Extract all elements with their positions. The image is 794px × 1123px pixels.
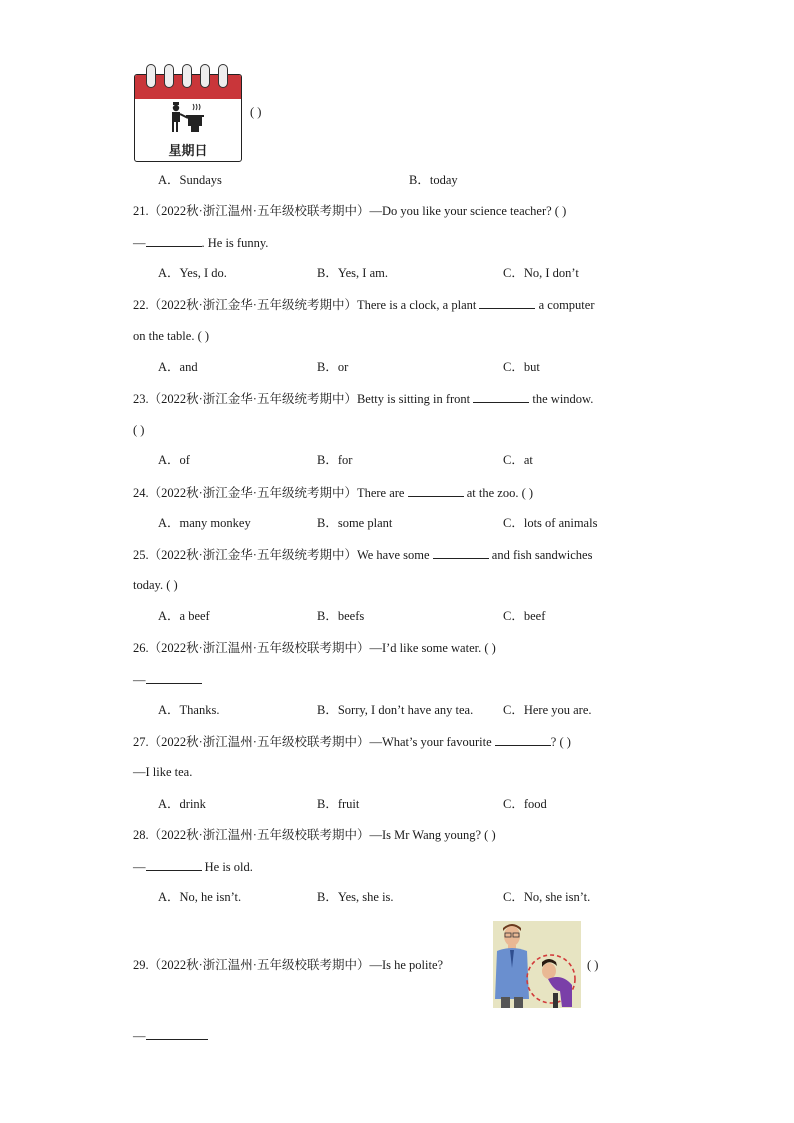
- q25-option-b[interactable]: B．beefs: [317, 609, 365, 623]
- calendar-ring: [182, 64, 192, 88]
- answer-blank[interactable]: [473, 390, 529, 403]
- q23-stem: 23.（2022秋·浙江金华·五年级统考期中）Betty is sitting in front the window.: [133, 392, 594, 406]
- q21-response: — . He is funny.: [133, 236, 269, 250]
- q29-response: —: [133, 1027, 208, 1044]
- calendar-ring: [164, 64, 174, 88]
- answer-blank[interactable]: [408, 484, 464, 497]
- q27-option-c[interactable]: C．food: [503, 797, 547, 811]
- q28-option-c[interactable]: C．No, she isn’t.: [503, 890, 591, 904]
- q28-response: — He is old.: [133, 860, 253, 874]
- q23-stem-line2: ( ): [133, 423, 145, 437]
- q27-stem-line2: —I like tea.: [133, 765, 193, 779]
- q22-option-a[interactable]: A．and: [158, 360, 198, 374]
- calendar-ring: [218, 64, 228, 88]
- q24-option-c[interactable]: C．lots of animals: [503, 516, 598, 530]
- q21-option-c[interactable]: C．No, I don’t: [503, 266, 579, 280]
- q22-option-b[interactable]: B．or: [317, 360, 349, 374]
- teacher-and-bowing-student-image: [493, 921, 581, 1008]
- q28-option-b[interactable]: B．Yes, she is.: [317, 890, 394, 904]
- answer-blank[interactable]: [146, 858, 202, 871]
- answer-blank[interactable]: [433, 546, 489, 559]
- q25-stem-line2: today. ( ): [133, 578, 178, 592]
- q28-stem: 28.（2022秋·浙江温州·五年级校联考期中）—Is Mr Wang young? ( ): [133, 828, 496, 842]
- q24-option-b[interactable]: B．some plant: [317, 516, 393, 530]
- q23-option-b[interactable]: B．for: [317, 453, 353, 467]
- q22-option-c[interactable]: C．but: [503, 360, 540, 374]
- q23-option-a[interactable]: A．of: [158, 453, 190, 467]
- answer-blank[interactable]: [479, 296, 535, 309]
- q26-option-a[interactable]: A．Thanks.: [158, 703, 220, 717]
- calendar-day-label: 星期日: [168, 144, 208, 159]
- q29-answer-paren[interactable]: ( ): [587, 958, 599, 972]
- q21-stem: 21.（2022秋·浙江温州·五年级校联考期中）—Do you like your science teacher? ( ): [133, 204, 567, 218]
- q22-stem-line2: on the table. ( ): [133, 329, 210, 343]
- calendar-ring: [146, 64, 156, 88]
- q26-option-b[interactable]: B．Sorry, I don’t have any tea.: [317, 703, 474, 717]
- q26-option-c[interactable]: C．Here you are.: [503, 703, 592, 717]
- answer-blank[interactable]: [146, 1027, 208, 1040]
- illustration: [493, 921, 581, 1008]
- q23-option-c[interactable]: C．at: [503, 453, 533, 467]
- q20-option-a[interactable]: A．Sundays: [158, 173, 222, 187]
- q24-stem: 24.（2022秋·浙江金华·五年级统考期中）There are at the zoo. ( ): [133, 486, 534, 500]
- q22-stem: 22.（2022秋·浙江金华·五年级统考期中）There is a clock, a plant a computer: [133, 298, 595, 312]
- q21-option-b[interactable]: B．Yes, I am.: [317, 266, 388, 280]
- q20-option-b[interactable]: B．today: [409, 173, 458, 187]
- cooking-person-icon: [168, 102, 210, 134]
- q28-option-a[interactable]: A．No, he isn’t.: [158, 890, 242, 904]
- answer-blank[interactable]: [146, 234, 202, 247]
- q26-stem: 26.（2022秋·浙江温州·五年级校联考期中）—I’d like some water. ( ): [133, 641, 496, 655]
- q26-response: —: [133, 671, 202, 688]
- answer-blank[interactable]: [495, 733, 551, 746]
- q25-stem: 25.（2022秋·浙江金华·五年级统考期中）We have some and fish sandwiches: [133, 548, 593, 562]
- q24-option-a[interactable]: A．many monkey: [158, 516, 251, 530]
- q27-option-a[interactable]: A．drink: [158, 797, 206, 811]
- q25-option-c[interactable]: C．beef: [503, 609, 546, 623]
- calendar-ring: [200, 64, 210, 88]
- calendar-sunday-image: [134, 70, 242, 160]
- q25-option-a[interactable]: A．a beef: [158, 609, 210, 623]
- answer-blank[interactable]: [146, 671, 202, 684]
- q29-stem: 29.（2022秋·浙江温州·五年级校联考期中）—Is he polite?: [133, 958, 444, 972]
- q27-stem: 27.（2022秋·浙江温州·五年级校联考期中）—What’s your favourite ? ( ): [133, 735, 571, 749]
- q20-answer-paren[interactable]: ( ): [250, 105, 262, 119]
- q27-option-b[interactable]: B．fruit: [317, 797, 360, 811]
- q21-option-a[interactable]: A．Yes, I do.: [158, 266, 227, 280]
